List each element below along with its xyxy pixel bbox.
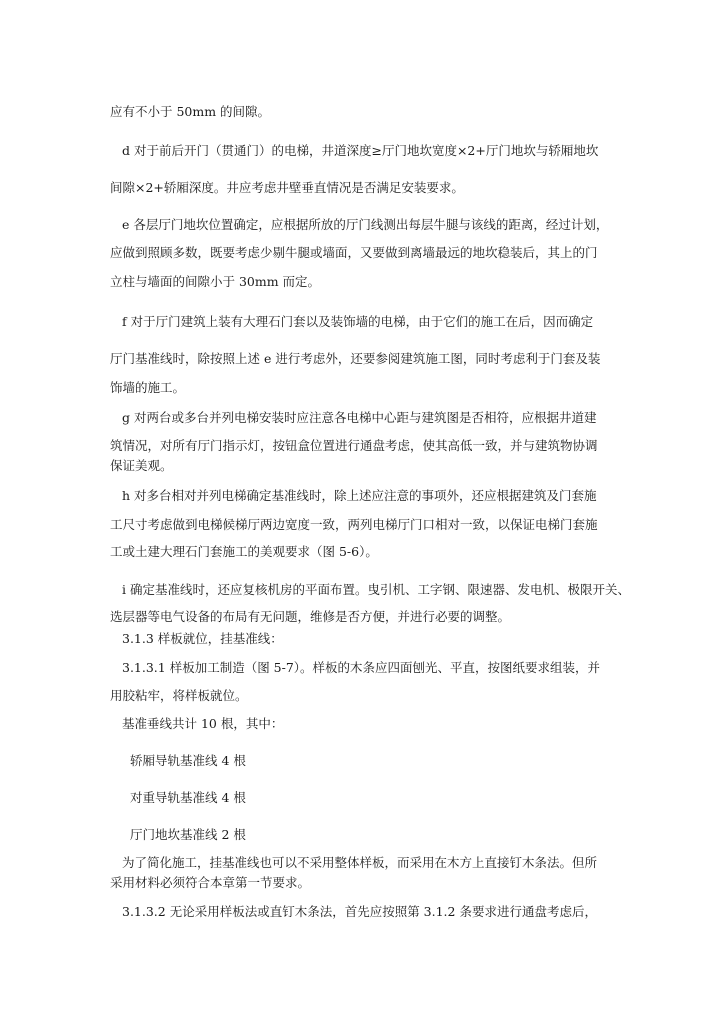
text-line: 应有不小于 50mm 的间隙。 — [110, 104, 271, 119]
text-line: 工或土建大理石门套施工的美观要求（图 5-6）。 — [110, 544, 378, 559]
text-line: i 确定基准线时，还应复核机房的平面布置。曳引机、工字钢、限速器、发电机、极限开关、 — [122, 582, 630, 597]
text-line: 应做到照顾多数，既要考虑少剔牛腿或墙面，又要做到离墙最远的地坎稳装后，其上的门 — [110, 245, 598, 260]
text-line: 立柱与墙面的间隙小于 30mm 而定。 — [110, 274, 321, 289]
text-line: 采用材料必须符合本章第一节要求。 — [110, 875, 311, 890]
text-line: h 对多台相对并列电梯确定基准线时，除上述应注意的事项外，还应根据建筑及门套施 — [122, 488, 597, 503]
text-line: 基准垂线共计 10 根，其中： — [122, 716, 284, 731]
section-heading: 3.1.3.1 样板加工制造（图 5-7）。样板的木条应四面刨光、平直，按图纸要求组装，并 — [122, 660, 601, 675]
section-heading: 3.1.3 样板就位，挂基准线： — [122, 631, 283, 646]
text-line: 保证美观。 — [110, 458, 173, 473]
section-heading: 3.1.3.2 无论采用样板法或直钉木条法，首先应按照第 3.1.2 条要求进行通盘考虑后， — [122, 904, 597, 919]
list-item: 对重导轨基准线 4 根 — [130, 790, 246, 805]
list-item: 轿厢导轨基准线 4 根 — [130, 753, 246, 768]
list-item: 厅门地坎基准线 2 根 — [130, 827, 246, 842]
text-line: f 对于厅门建筑上装有大理石门套以及装饰墙的电梯，由于它们的施工在后，因而确定 — [122, 314, 594, 329]
text-line: 工尺寸考虑做到电梯候梯厅两边宽度一致，两列电梯厅门口相对一致，以保证电梯门套施 — [110, 517, 598, 532]
text-line: 厅门基准线时，除按照上述 e 进行考虑外，还要参阅建筑施工图，同时考虑利于门套及装 — [110, 351, 601, 366]
text-line: g 对两台或多台并列电梯安装时应注意各电梯中心距与建筑图是否相符，应根据井道建 — [122, 410, 597, 425]
text-line: 筑情况，对所有厅门指示灯，按钮盒位置进行通盘考虑，使其高低一致，并与建筑物协调 — [110, 438, 598, 453]
text-line: e 各层厅门地坎位置确定，应根据所放的厅门线测出每层牛腿与该线的距离，经过计划， — [122, 217, 609, 232]
text-line: 饰墙的施工。 — [110, 380, 186, 395]
text-line: 用胶粘牢，将样板就位。 — [110, 688, 248, 703]
text-line: 选层器等电气设备的布局有无问题，维修是否方便，并进行必要的调整。 — [110, 609, 511, 624]
text-line: d 对于前后开门（贯通门）的电梯，井道深度≥厅门地坎宽度×2+厅门地坎与轿厢地坎 — [122, 143, 599, 158]
text-line: 为了简化施工，挂基准线也可以不采用整体样板，而采用在木方上直接钉木条法。但所 — [122, 855, 598, 870]
text-line: 间隙×2+轿厢深度。井应考虑井壁垂直情况是否满足安装要求。 — [110, 180, 464, 195]
